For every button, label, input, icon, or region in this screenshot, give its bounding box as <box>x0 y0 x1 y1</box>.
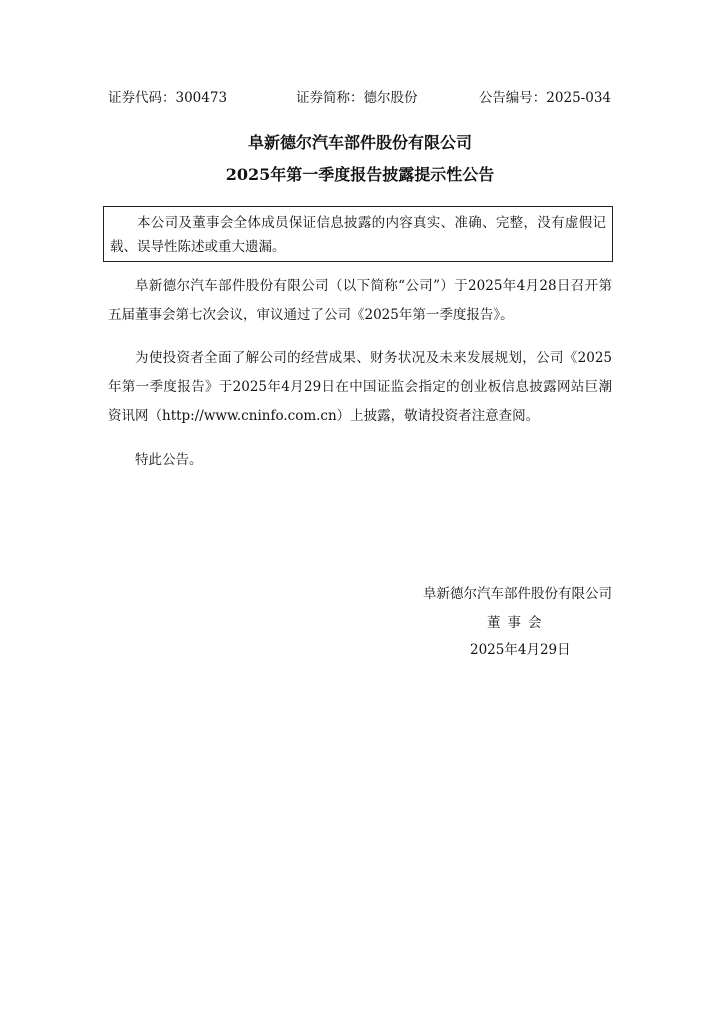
stock-code: 证券代码：300473 <box>108 90 228 106</box>
signature-date: 2025年4月29日 <box>470 642 571 658</box>
signature-company: 阜新德尔汽车部件股份有限公司 <box>423 586 612 602</box>
body-paragraph-meeting: 阜新德尔汽车部件股份有限公司（以下简称“公司”）于2025年4月28日召开第五届董事会第七次会议，审议通过了公司《2025年第一季度报告》。 <box>108 278 612 323</box>
body-paragraph-closing: 特此公告。 <box>135 452 203 468</box>
signature-board: 董事会 <box>487 615 549 631</box>
header-info-line <box>108 88 611 108</box>
disclosure-guarantee-box: 本公司及董事会全体成员保证信息披露的内容真实、准确、完整，没有虚假记载、误导性陈述或重大遗漏。 <box>103 206 613 262</box>
announcement-title: 2025年第一季度报告披露提示性公告 <box>225 165 495 184</box>
notice-number: 公告编号：2025-034 <box>478 90 611 106</box>
body-paragraph-disclosure: 为使投资者全面了解公司的经营成果、财务状况及未来发展规划，公司《2025年第一季度报告》于2025年4月29日在中国证监会指定的创业板信息披露网站巨潮资讯网（http://www.cninfo.com.cn）上披露，敬请投资者注意查阅。 <box>108 350 612 424</box>
company-title: 阜新德尔汽车部件股份有限公司 <box>247 133 472 152</box>
stock-abbreviation: 证券简称：德尔股份 <box>296 90 418 106</box>
